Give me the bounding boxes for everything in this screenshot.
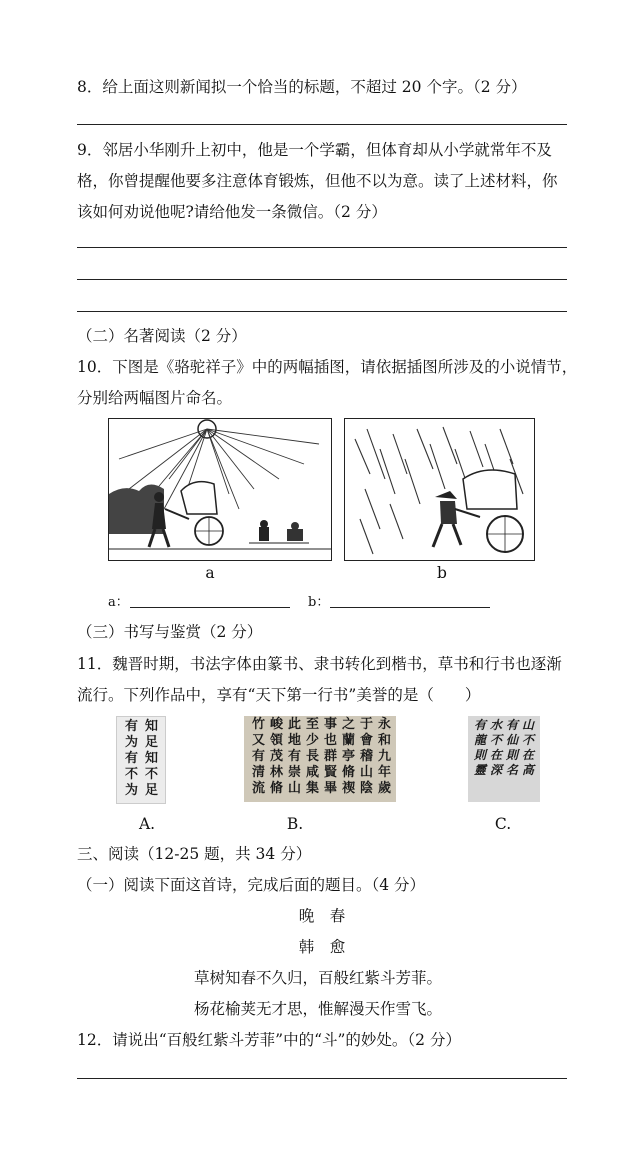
option-a-label[interactable]: A. [138,815,156,833]
part-heading-reading: 三、阅读（12-25 题，共 34 分） [77,845,312,863]
subsection-heading-poem: （一）阅读下面这首诗，完成后面的题目。（4 分） [77,876,426,894]
illustration-b-label: b [437,564,447,582]
calligraphy-b-column-8: 竹又有清流 [252,717,266,796]
question-9-line-2: 格，你曾提醒他要多注意体育锻炼，但他不以为意。读了上述材料，你 [77,172,558,190]
section-heading-classics: （二）名著阅读（2 分） [77,327,247,345]
option-c-label[interactable]: C. [494,815,512,833]
calligraphy-c-column-2: 有仙則名 [506,718,519,777]
poem-line-2: 杨花榆荚无才思，惟解漫天作雪飞。 [193,1000,443,1018]
question-12: 12．请说出“百般红紫斗芳菲”中的“斗”的妙处。（2 分） [77,1031,461,1049]
calligraphy-c-column-1: 山不在高 [522,718,535,777]
calligraphy-b-column-3: 之蘭亭脩禊 [342,717,356,796]
calligraphy-image-a [116,716,166,804]
answer-line-q9-2[interactable] [77,279,567,280]
blank-b-label: b： [308,595,330,610]
question-10-line-1: 10．下图是《骆驼祥子》中的两幅插图，请依据插图所涉及的小说情节， [77,358,578,376]
rickshaw-sun-illustration [109,419,331,560]
answer-blank-a[interactable] [130,607,290,608]
calligraphy-c-column-4: 有龍則靈 [474,718,487,777]
illustration-b [344,418,535,561]
calligraphy-b-column-7: 峻領茂林脩 [270,717,284,796]
illustration-a [108,418,332,561]
calligraphy-image-c [468,716,540,802]
answer-line-q9-1[interactable] [77,247,567,248]
blank-a-label: a： [108,595,129,610]
calligraphy-a-column-1: 知足知不足 [145,719,159,798]
illustration-a-label: a [205,564,215,582]
calligraphy-b-column-6: 此地有崇山 [288,717,302,796]
poem-author: 韩 愈 [298,938,346,956]
calligraphy-b-column-4: 事也群賢畢 [324,717,338,796]
calligraphy-b-column-5: 至少長咸集 [306,717,320,796]
answer-line-q9-3[interactable] [77,311,567,312]
question-11-line-2: 流行。下列作品中，享有“天下第一行书”美誉的是（ ） [77,686,481,704]
option-b-label[interactable]: B. [286,815,304,833]
question-9-line-3: 该如何劝说他呢?请给他发一条微信。（2 分） [77,203,387,221]
calligraphy-image-b [244,716,396,802]
calligraphy-a-column-2: 有为有不为 [125,719,139,798]
question-10-line-2: 分别给两幅图片命名。 [77,389,233,407]
answer-blank-b[interactable] [330,607,490,608]
answer-line-q12[interactable] [77,1078,567,1079]
rickshaw-rain-illustration [345,419,534,560]
calligraphy-b-column-1: 永和九年歲 [378,717,392,796]
question-11-line-1: 11．魏晋时期，书法字体由篆书、隶书转化到楷书，草书和行书也逐渐 [77,655,562,673]
question-8: 8．给上面这则新闻拟一个恰当的标题，不超过 20 个字。（2 分） [77,78,527,96]
calligraphy-b-column-2: 于會稽山陰 [360,717,374,796]
question-9-line-1: 9．邻居小华刚升上初中，他是一个学霸，但体育却从小学就常年不及 [77,141,552,159]
poem-line-1: 草树知春不久归，百般红紫斗芳菲。 [193,969,443,987]
calligraphy-c-column-3: 水不在深 [490,718,503,777]
section-heading-calligraphy: （三）书写与鉴赏（2 分） [77,623,263,641]
answer-line-q8[interactable] [77,124,567,125]
poem-title: 晚 春 [298,907,346,925]
